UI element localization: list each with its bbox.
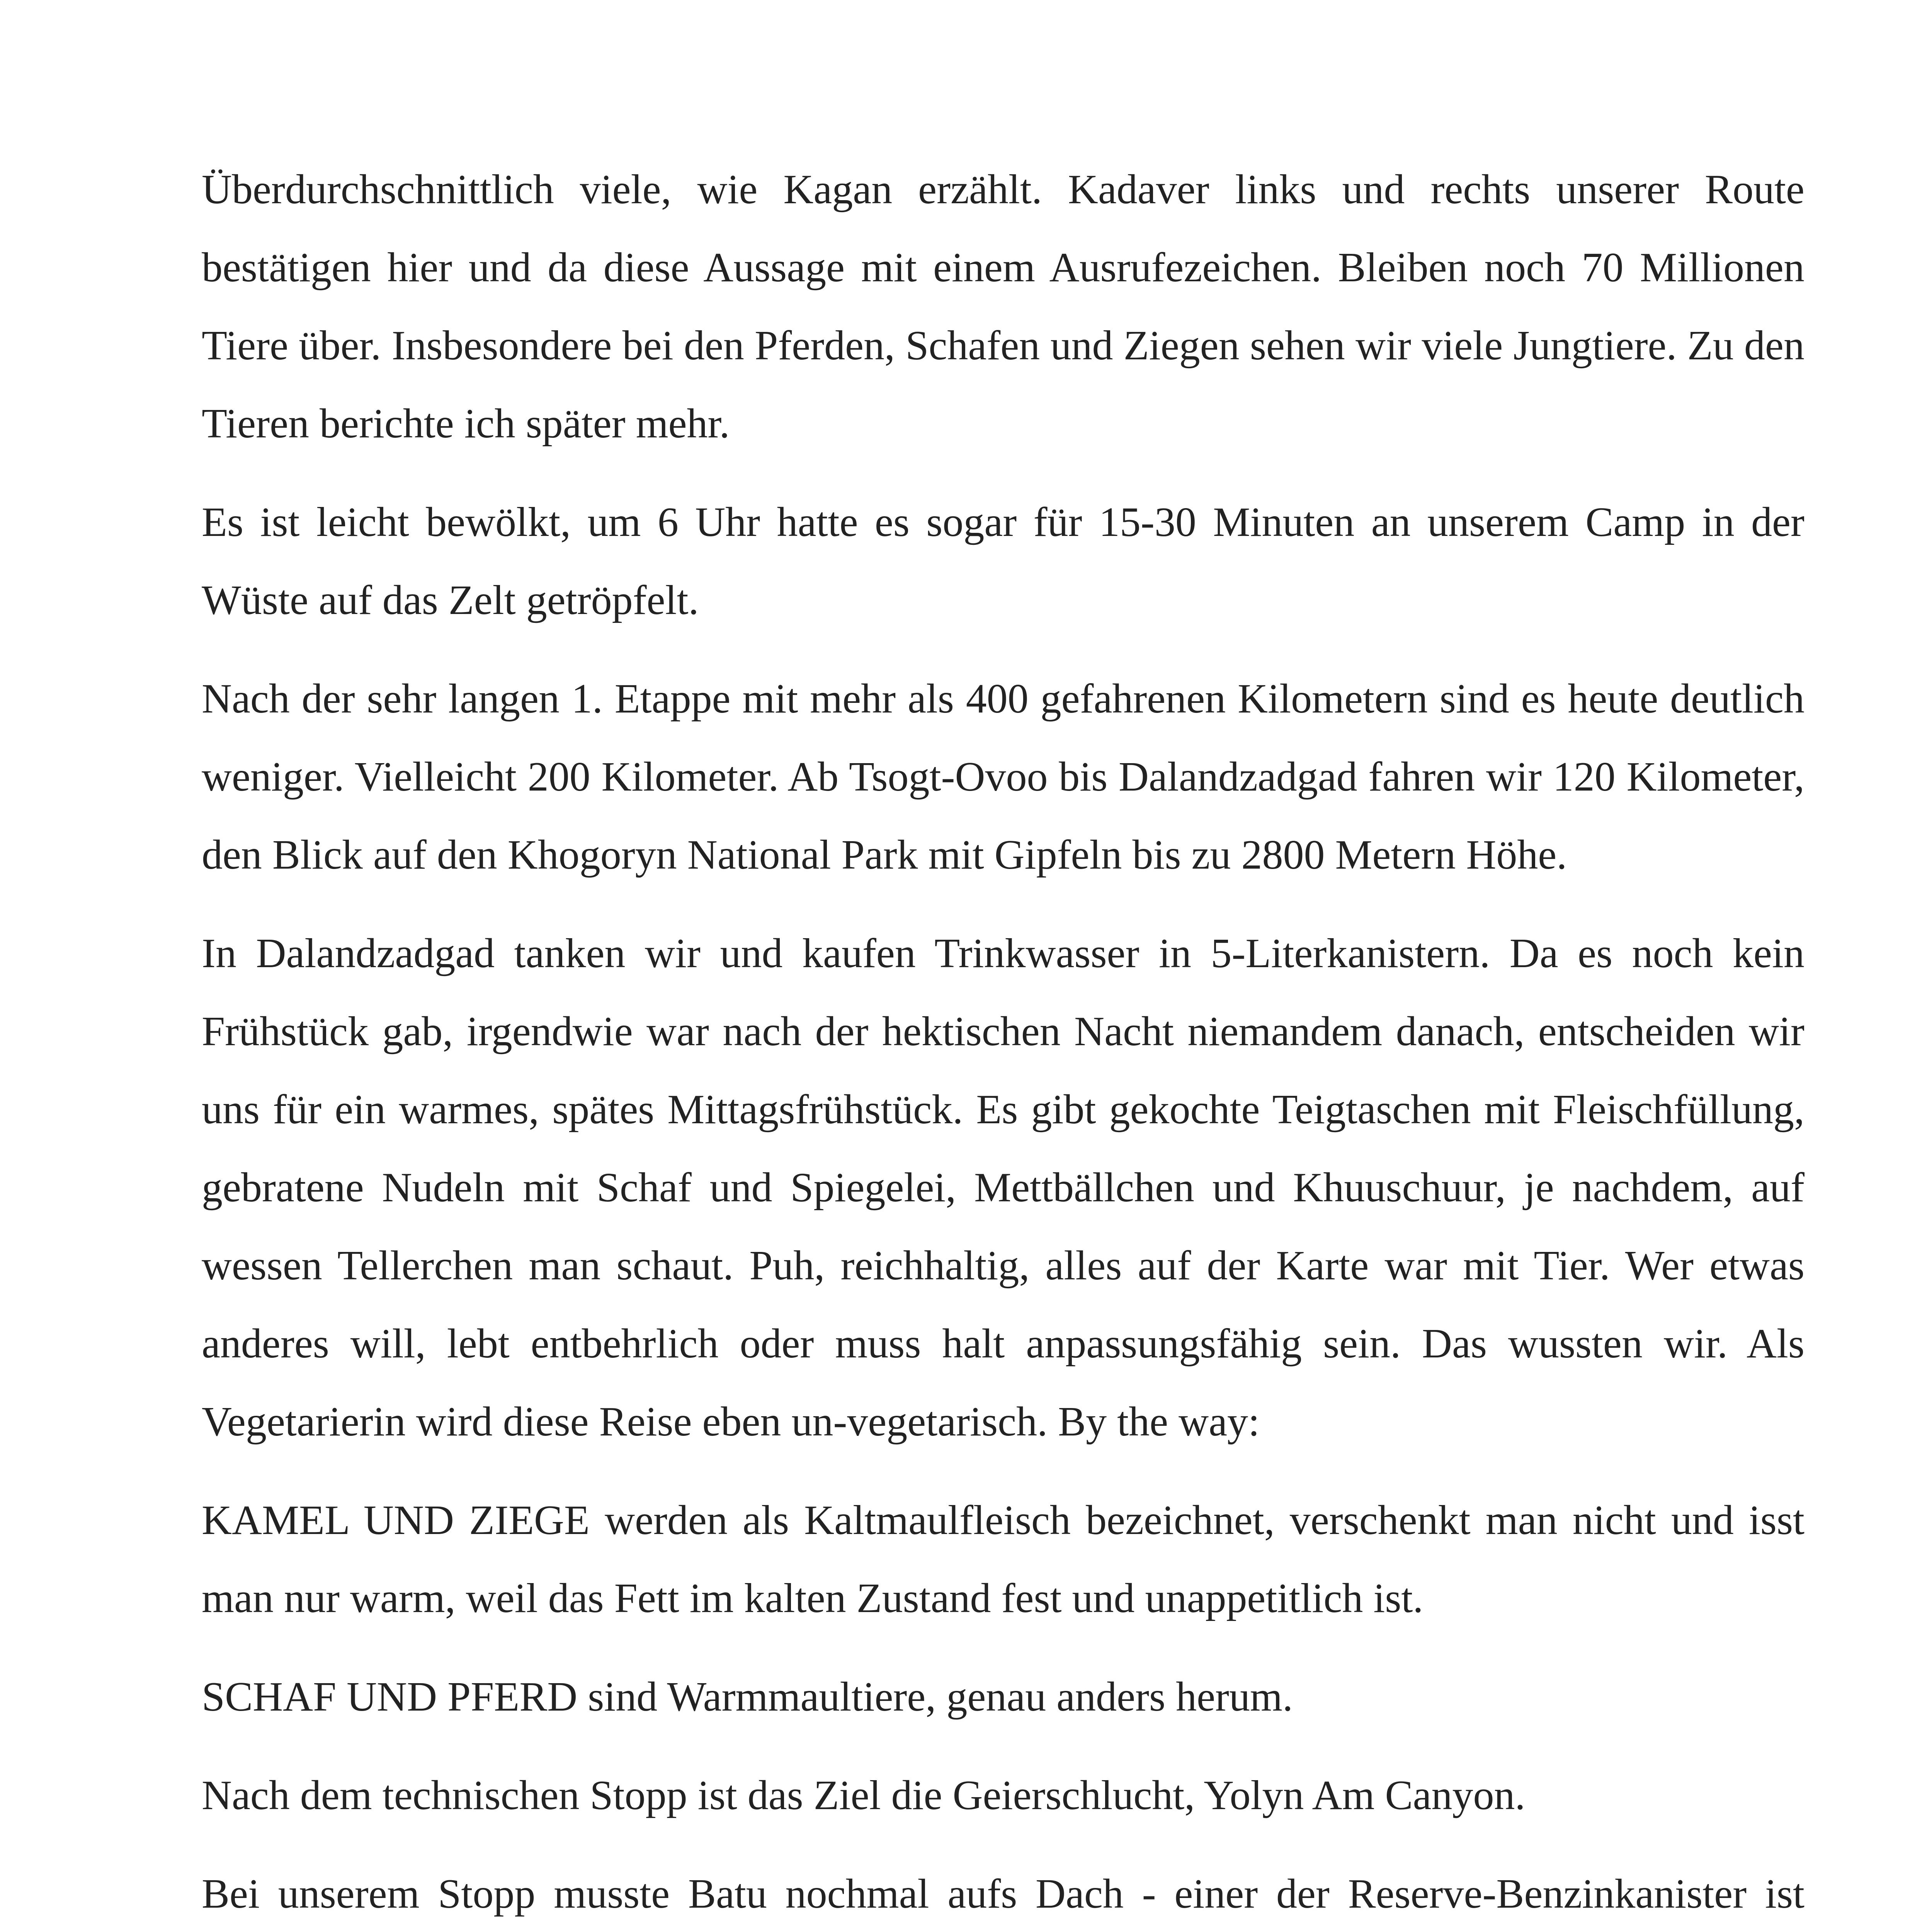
- paragraph-4: In Dalandzadgad tanken wir und kaufen Trinkwasser in 5-Literkanistern. Da es noch kein Frühstück gab, irgendwie war nach der hektischen Nacht niemandem danach, entscheiden wir uns für ein warmes, spätes Mittagsfrühstück. Es gibt gekochte Teigtaschen mit Fleischfüllung, gebratene Nudeln mit Schaf und Spiegelei, Mettbällchen und Khuuschuur, je nachdem, auf wessen Tellerchen man schaut. Puh, reichhaltig, alles auf der Karte war mit Tier. Wer etwas anderes will, lebt entbehrlich oder muss halt anpassungsfähig sein. Das wussten wir. Als Vegetarierin wird diese Reise eben un-vegetarisch. By the way:: [202, 930, 1804, 1445]
- body-text: [202, 151, 1804, 1932]
- paragraph-2: Es ist leicht bewölkt, um 6 Uhr hatte es sogar für 15-30 Minuten an unserem Camp in der Wüste auf das Zelt getröpfelt.: [202, 499, 1804, 623]
- paragraph-7: Nach dem technischen Stopp ist das Ziel die Geierschlucht, Yolyn Am Canyon.: [202, 1772, 1526, 1818]
- paragraph-6: SCHAF UND PFERD sind Warmmaultiere, genau anders herum.: [202, 1674, 1293, 1720]
- paragraph-5: KAMEL UND ZIEGE werden als Kaltmaulfleisch bezeichnet, verschenkt man nicht und isst man nur warm, weil das Fett im kalten Zustand fest und unappetitlich ist.: [202, 1497, 1804, 1621]
- paragraph-3: Nach der sehr langen 1. Etappe mit mehr als 400 gefahrenen Kilometern sind es heute deutlich weniger. Vielleicht 200 Kilometer. Ab Tsogt-Ovoo bis Dalandzadgad fahren wir 120 Kilometer, den Blick auf den Khogoryn National Park mit Gipfeln bis zu 2800 Metern Höhe.: [202, 676, 1804, 878]
- paragraph-8: Bei unserem Stopp musste Batu nochmal aufs Dach - einer der Reserve-Benzinkanister ist: [202, 1871, 1804, 1917]
- paragraph-1: Überdurchschnittlich viele, wie Kagan erzählt. Kadaver links und rechts unserer Route bestätigen hier und da diese Aussage mit einem Ausrufezeichen. Bleiben noch 70 Millionen Tiere über. Insbesondere bei den Pferden, Schafen und Ziegen sehen wir viele Jungtiere. Zu den Tieren berichte ich später mehr.: [202, 167, 1804, 447]
